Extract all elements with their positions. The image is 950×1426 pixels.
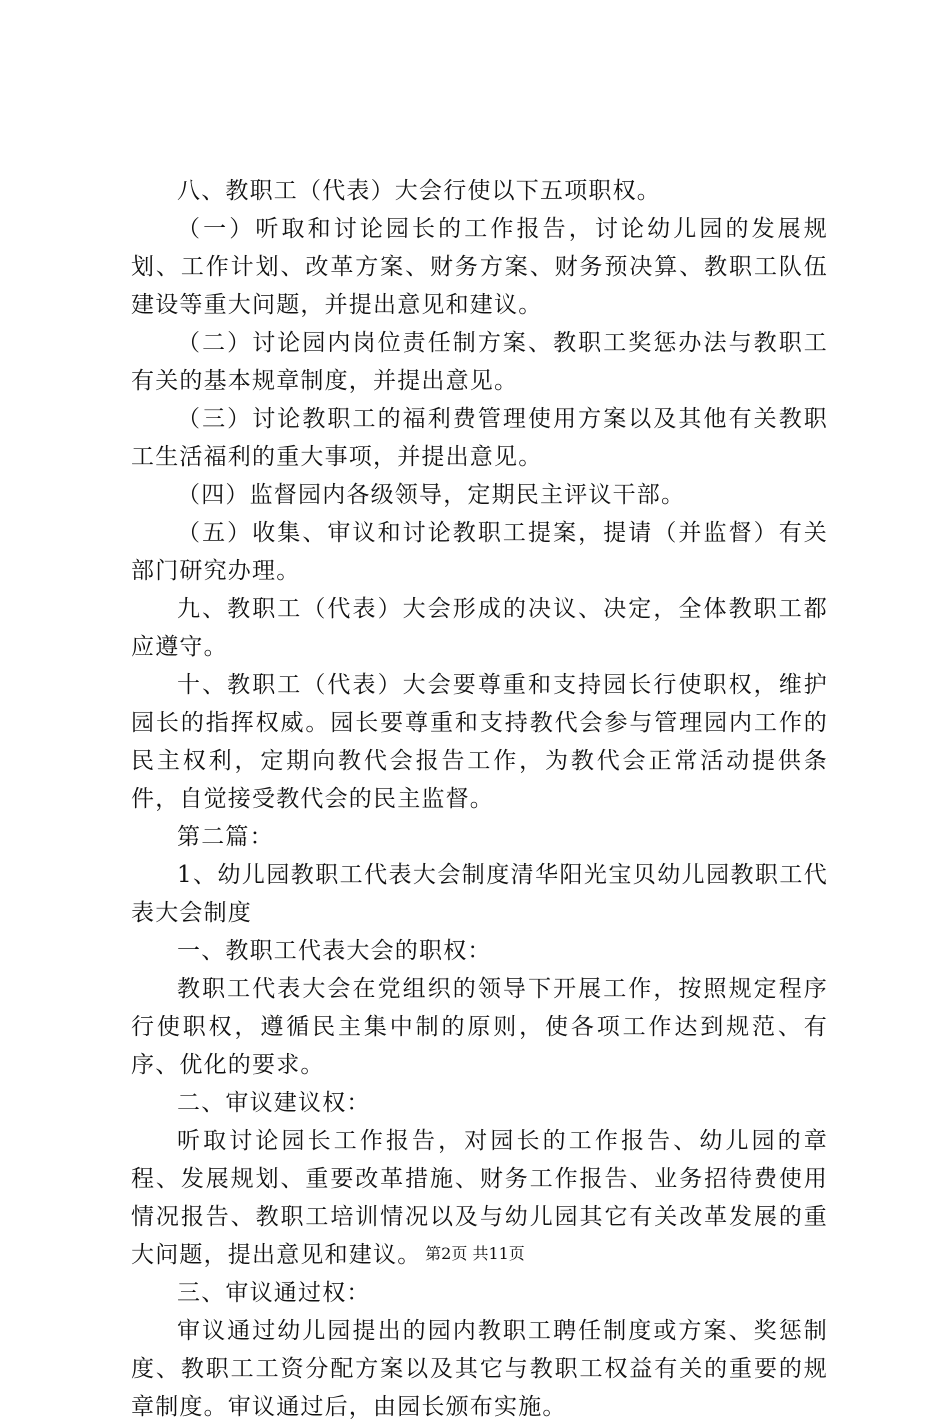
paragraph-section-1: 教职工代表大会在党组织的领导下开展工作，按照规定程序行使职权，遵循民主集中制的原则，使各项工作达到规范、有序、优化的要求。 — [131, 976, 828, 1078]
paragraph-section-3: 审议通过幼儿园提出的园内教职工聘任制度或方案、奖惩制度、教职工工资分配方案以及其它与教职工权益有关的重要的规章制度。审议通过后，由园长颁布实施。 — [131, 1318, 828, 1420]
paragraph-section-2: 听取讨论园长工作报告，对园长的工作报告、幼儿园的章程、发展规划、重要改革措施、财务工作报告、业务招待费使用情况报告、教职工培训情况以及与幼儿园其它有关改革发展的重大问题，提出意见和建议。 — [131, 1128, 828, 1268]
paragraph-clause-9: 九、教职工（代表）大会形成的决议、决定，全体教职工都应遵守。 — [131, 596, 828, 660]
section-heading-part-2: 第二篇： — [177, 824, 274, 850]
page-number-footer: 第2页 共11页 — [425, 1244, 525, 1263]
section-heading-1: 一、教职工代表大会的职权： — [177, 938, 492, 964]
paragraph-clause-8-1: （一）听取和讨论园长的工作报告，讨论幼儿园的发展规划、工作计划、改革方案、财务方案、财务预决算、教职工队伍建设等重大问题，并提出意见和建议。 — [131, 216, 828, 318]
paragraph-clause-8-3: （三）讨论教职工的福利费管理使用方案以及其他有关教职工生活福利的重大事项，并提出意见。 — [131, 406, 828, 470]
section-heading-2: 二、审议建议权： — [177, 1090, 371, 1116]
document-body — [131, 172, 828, 1426]
paragraph-clause-8-2: （二）讨论园内岗位责任制方案、教职工奖惩办法与教职工有关的基本规章制度，并提出意见。 — [131, 330, 828, 394]
paragraph-clause-8-4: （四）监督园内各级领导，定期民主评议干部。 — [177, 482, 686, 508]
document-title: 1、幼儿园教职工代表大会制度清华阳光宝贝幼儿园教职工代表大会制度 — [131, 862, 828, 926]
section-heading-3: 三、审议通过权： — [177, 1280, 371, 1306]
paragraph-clause-10: 十、教职工（代表）大会要尊重和支持园长行使职权，维护园长的指挥权威。园长要尊重和支持教代会参与管理园内工作的民主权利，定期向教代会报告工作，为教代会正常活动提供条件，自觉接受教代会的民主监督。 — [131, 672, 828, 812]
paragraph-clause-8-5: （五）收集、审议和讨论教职工提案，提请（并监督）有关部门研究办理。 — [131, 520, 828, 584]
paragraph-clause-8: 八、教职工（代表）大会行使以下五项职权。 — [177, 178, 661, 204]
